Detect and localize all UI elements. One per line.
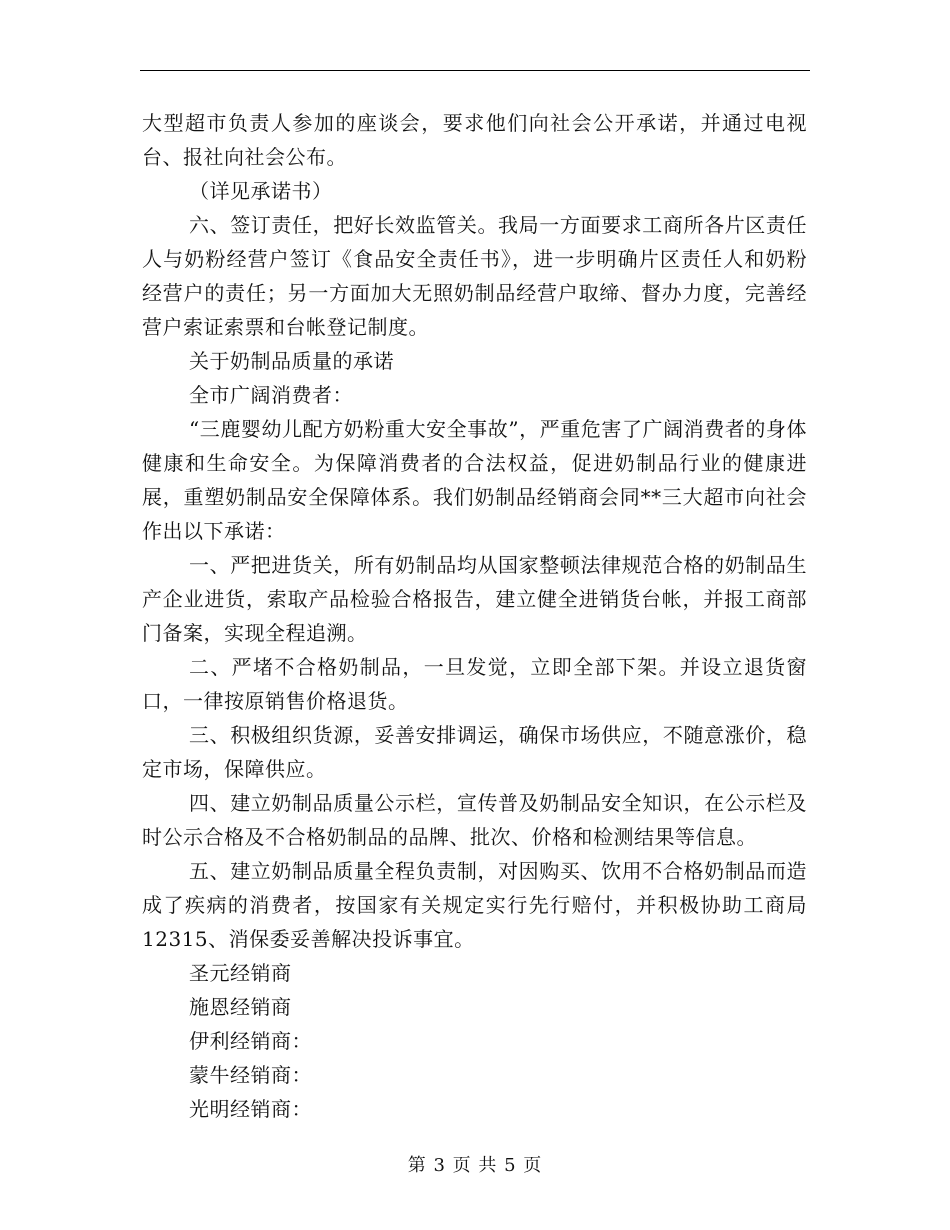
header-rule [140, 70, 810, 71]
paragraph-item-six: 六、签订责任，把好长效监管关。我局一方面要求工商所各片区责任人与奶粉经营户签订《食品安全责任书》，进一步明确片区责任人和奶粉经营户的责任；另一方面加大无照奶制品经营户取缔、督办力度，完善经营户索证索票和台帐登记制度。 [142, 213, 807, 339]
commitment-item-four: 四、建立奶制品质量公示栏，宣传普及奶制品安全知识，在公示栏及时公示合格及不合格奶制品的品牌、批次、价格和检测结果等信息。 [142, 791, 807, 849]
signatory-yili: 伊利经销商： [189, 1029, 312, 1053]
signatory-shengyuan: 圣元经销商 [189, 961, 292, 985]
commitment-item-three: 三、积极组织货源，妥善安排调运，确保市场供应，不随意涨价，稳定市场，保障供应。 [142, 723, 807, 781]
paragraph-preamble: “三鹿婴幼儿配方奶粉重大安全事故”，严重危害了广阔消费者的身体健康和生命安全。为保障消费者的合法权益，促进奶制品行业的健康进展，重塑奶制品安全保障体系。我们奶制品经销商会同**三大超市向社会作出以下承诺： [142, 417, 807, 543]
paragraph-see-commitment: （详见承诺书） [189, 179, 333, 203]
salutation: 全市广阔消费者： [189, 383, 353, 407]
commitment-item-two: 二、严堵不合格奶制品，一旦发觉，立即全部下架。并设立退货窗口，一律按原销售价格退货。 [142, 655, 807, 713]
signatory-shien: 施恩经销商 [189, 995, 292, 1019]
signatory-mengniu: 蒙牛经销商： [189, 1063, 312, 1087]
signatory-guangming: 光明经销商： [189, 1097, 312, 1121]
commitment-item-one: 一、严把进货关，所有奶制品均从国家整顿法律规范合格的奶制品生产企业进货，索取产品检验合格报告，建立健全进销货台帐，并报工商部门备案，实现全程追溯。 [142, 553, 807, 645]
commitment-item-five: 五、建立奶制品质量全程负责制，对因购买、饮用不合格奶制品而造成了疾病的消费者，按国家有关规定实行先行赔付，并积极协助工商局12315、消保委妥善解决投诉事宜。 [142, 859, 807, 951]
paragraph-intro: 大型超市负责人参加的座谈会，要求他们向社会公开承诺，并通过电视台、报社向社会公布。 [142, 111, 807, 169]
commitment-title: 关于奶制品质量的承诺 [189, 349, 394, 373]
document-body [142, 106, 807, 1126]
page-number: 第 3 页 共 5 页 [407, 1155, 543, 1176]
